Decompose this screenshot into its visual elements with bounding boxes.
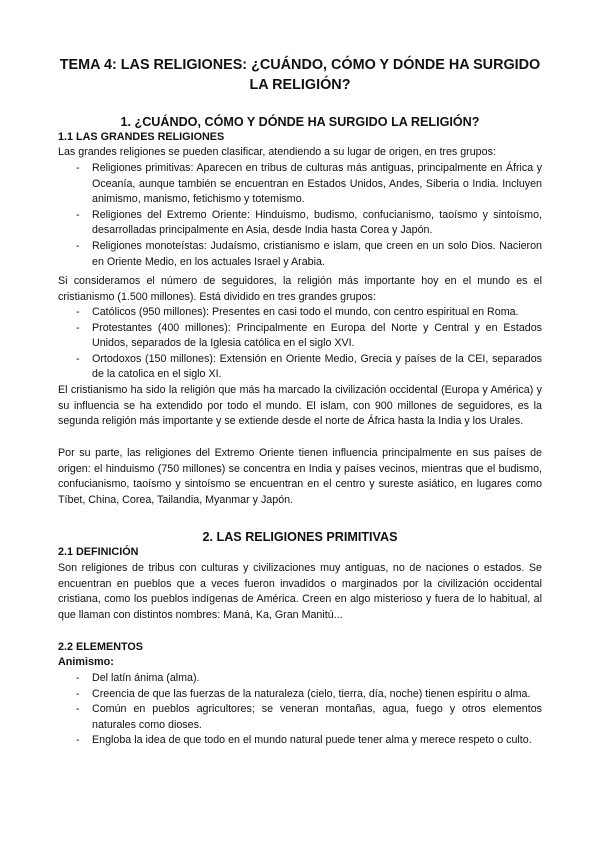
list-item: - Religiones primitivas: Aparecen en tribus de culturas más antiguas, principalmente en África y Oceanía, aunque también se encuentran en Estados Unidos, Andes, Siberia o India. Incluyen animismo, manismo, fetichismo y totemismo. bbox=[58, 161, 542, 208]
section-1-paragraph-3: El cristianismo ha sido la religión que más ha marcado la civilización occidental (Europa y América) y su influencia se ha extendido por todo el mundo. El islam, con 900 millones de seguidores, es la segunda religión más importante y se extiende desde el norte de África hasta la India y los Urales. bbox=[58, 384, 542, 428]
religion-groups-list bbox=[58, 161, 542, 270]
list-item: - Religiones monoteístas: Judaísmo, cristianismo e islam, que creen en un solo Dios. Nacieron en Oriente Medio, en los actuales Israel y Arabia. bbox=[58, 239, 542, 270]
document-title-line-1: TEMA 4: LAS RELIGIONES: ¿CUÁNDO, CÓMO Y DÓNDE HA SURGIDO bbox=[59, 57, 541, 73]
section-1-paragraph-4: Por su parte, las religiones del Extremo Oriente tienen influencia principalmente en sus países de origen: el hinduismo (750 millones) se concentra en India y países vecinos, mientras que el budismo, confucianismo, taoísmo y sintoísmo se encuentran en el centro y sureste asiático, en lugares como Tíbet, China, Corea, Tailandia, Myanmar y Japón. bbox=[58, 447, 542, 506]
list-item: - Creencia de que las fuerzas de la naturaleza (cielo, tierra, día, noche) tienen espíritu o alma. bbox=[58, 687, 542, 703]
list-item: - Ortodoxos (150 millones): Extensión en Oriente Medio, Grecia y países de la CEI, separados de la catolica en el siglo XI. bbox=[58, 352, 542, 383]
section-2-definition: Son religiones de tribus con culturas y civilizaciones muy antiguas, no de naciones o estados. Se encuentran en pueblos que a veces fueron invadidos o marginados por la civilización occidental cristiana, como los pueblos indígenas de América. Creen en algo misterioso y fuera de lo habitual, al que llaman con distintos nombres: Maná, Ka, Gran Manitú... bbox=[58, 562, 542, 621]
christian-groups-list bbox=[58, 305, 542, 383]
document-title-line-2: LA RELIGIÓN? bbox=[249, 77, 351, 93]
list-item: - Católicos (950 millones): Presentes en casi todo el mundo, con centro espiritual en Roma. bbox=[58, 305, 542, 321]
list-item: - Protestantes (400 millones): Principalmente en Europa del Norte y Central y en Estados Unidos, separados de la Iglesia católica en el siglo XVI. bbox=[58, 321, 542, 352]
animismo-list bbox=[58, 671, 542, 749]
section-2-heading: 2. LAS RELIGIONES PRIMITIVAS bbox=[202, 530, 398, 544]
section-1-intro: Las grandes religiones se pueden clasificar, atendiendo a su lugar de origen, en tres grupos: bbox=[58, 146, 496, 158]
section-1-paragraph-2: Si consideramos el número de seguidores, la religión más importante hoy en el mundo es el cristianismo (1.500 millones). Está dividido en tres grandes grupos: bbox=[58, 275, 542, 303]
list-item: - Del latín ánima (alma). bbox=[58, 671, 542, 687]
subsection-2-1-heading: 2.1 DEFINICIÓN bbox=[58, 546, 139, 558]
animismo-heading: Animismo: bbox=[58, 656, 114, 668]
list-item: - Común en pueblos agricultores; se veneran montañas, agua, fuego y otros elementos naturales como dioses. bbox=[58, 702, 542, 733]
list-item: - Engloba la idea de que todo en el mundo natural puede tener alma y merece respeto o culto. bbox=[58, 733, 542, 749]
section-1-heading: 1. ¿CUÁNDO, CÓMO Y DÓNDE HA SURGIDO LA RELIGIÓN? bbox=[120, 115, 480, 129]
subsection-2-2-heading: 2.2 ELEMENTOS bbox=[58, 641, 143, 653]
subsection-1-1-heading: 1.1 LAS GRANDES RELIGIONES bbox=[58, 131, 225, 143]
document-title bbox=[40, 55, 560, 95]
list-item: - Religiones del Extremo Oriente: Hinduismo, budismo, confucianismo, taoísmo y sintoísmo, desarrolladas principalmente en Asia, desde India hasta Corea y Japón. bbox=[58, 208, 542, 239]
